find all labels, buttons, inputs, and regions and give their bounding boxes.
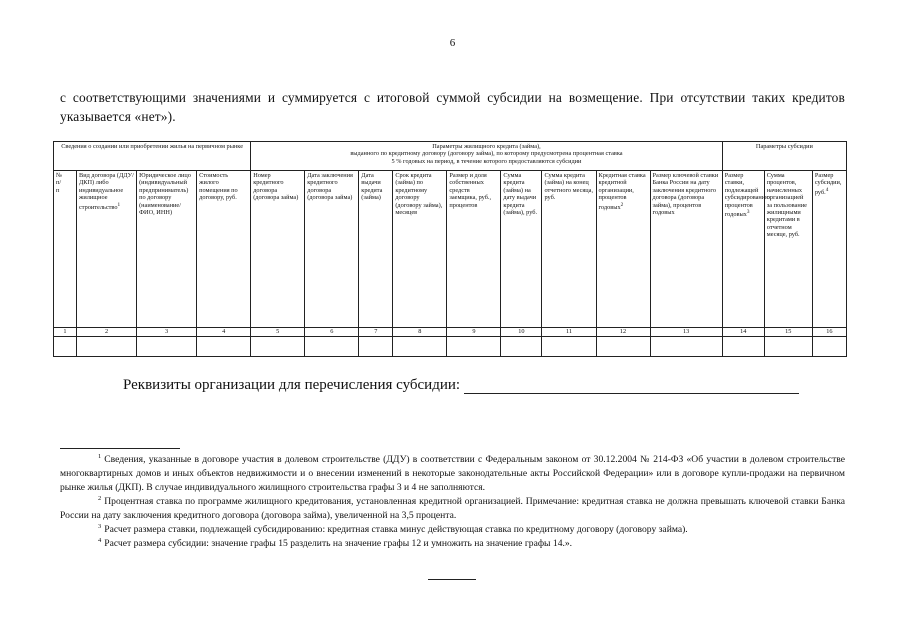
column-number: 16 bbox=[812, 328, 846, 337]
column-header-row bbox=[54, 171, 847, 328]
column-number: 9 bbox=[447, 328, 501, 337]
footnote: $^1$ Сведения, указанные в договоре участия в долевом строительстве (ДДУ) в соответствии с Федеральным законом от 30.12.2004 № 214-ФЗ «Об участии в долевом строительстве многоквартирных домов и иных объектов недвижимости и о внесении изменений в некоторые законодательные акты Российской Федерации» или в договоре купли-продажи на первичном рынке жилья (ДКП). В случае индивидуального жилищного строительства графы 3 и 4 не заполняются. bbox=[60, 453, 845, 493]
column-number: 7 bbox=[359, 328, 393, 337]
column-header: Сумма кредита (займа) на конец отчетного месяца, руб. bbox=[542, 171, 596, 328]
column-number: 4 bbox=[197, 328, 251, 337]
requisites-blank-line bbox=[464, 379, 799, 394]
column-header: Размер и доля собственных средств заемщика, руб., процентов bbox=[447, 171, 501, 328]
column-number: 3 bbox=[137, 328, 197, 337]
column-number-row bbox=[54, 328, 847, 337]
column-header: Размер ставки, подлежащей субсидированию, процентов годовых$^3$ bbox=[722, 171, 764, 328]
column-header: Сумма процентов, начисленных организацией за пользование жилищными кредитами в отчетном месяце, руб. bbox=[764, 171, 812, 328]
column-header: Стоимость жилого помещения по договору, руб. bbox=[197, 171, 251, 328]
empty-cell bbox=[650, 337, 722, 357]
column-number: 6 bbox=[305, 328, 359, 337]
empty-cell bbox=[596, 337, 650, 357]
column-header: № п/ п bbox=[54, 171, 77, 328]
empty-cell bbox=[197, 337, 251, 357]
footnote-separator bbox=[60, 448, 180, 449]
footnote: $^3$ Расчет размера ставки, подлежащей субсидированию: кредитная ставка минус действующая ставка по кредитному договору (договору займа). bbox=[98, 523, 688, 535]
column-number: 14 bbox=[722, 328, 764, 337]
column-number: 15 bbox=[764, 328, 812, 337]
footnote: $^4$ Расчет размера субсидии: значение графы 15 разделить на значение графы 12 и умножить на значение графы 14.». bbox=[98, 537, 573, 549]
group-header-row bbox=[54, 142, 847, 171]
empty-cell bbox=[542, 337, 596, 357]
column-header: Номер кредитного договора (договора займа) bbox=[251, 171, 305, 328]
group-subsidy: Параметры субсидии bbox=[722, 142, 846, 171]
empty-cell bbox=[812, 337, 846, 357]
column-header: Дата заключения кредитного договора (договора займа) bbox=[305, 171, 359, 328]
column-header: Вид договора (ДДУ/ДКП) либо индивидуальное жилищное строительство$^1$ bbox=[77, 171, 137, 328]
column-number: 1 bbox=[54, 328, 77, 337]
empty-cell bbox=[722, 337, 764, 357]
column-number: 12 bbox=[596, 328, 650, 337]
requisites-label: Реквизиты организации для перечисления субсидии: bbox=[123, 377, 461, 393]
column-number: 2 bbox=[77, 328, 137, 337]
column-number: 5 bbox=[251, 328, 305, 337]
group-credit: Параметры жилищного кредита (займа), выданного по кредитному договору (договору займа), по которому предусмотрена процентная ставка 5 % годовых на период, в течение которого предоставляются субсидии bbox=[251, 142, 723, 171]
empty-cell bbox=[305, 337, 359, 357]
requisites-field bbox=[123, 377, 799, 394]
empty-cell bbox=[77, 337, 137, 357]
group-housing: Сведения о создании или приобретении жилья на первичном рынке bbox=[54, 142, 251, 171]
column-number: 10 bbox=[501, 328, 542, 337]
intro-paragraph: с соответствующими значениями и суммируется с итоговой суммой субсидии на возмещение. При отсутствии таких кредитов указывается «нет»). bbox=[60, 90, 845, 124]
page-number: 6 bbox=[449, 37, 456, 49]
column-header: Юридическое лицо (индивидуальный предприниматель) по договору (наименование/ФИО, ИНН) bbox=[137, 171, 197, 328]
column-number: 13 bbox=[650, 328, 722, 337]
empty-cell bbox=[501, 337, 542, 357]
end-rule bbox=[428, 579, 476, 580]
column-header: Кредитная ставка кредитной организации, процентов годовых$^2$ bbox=[596, 171, 650, 328]
empty-cell bbox=[393, 337, 447, 357]
empty-cell bbox=[764, 337, 812, 357]
empty-cell bbox=[54, 337, 77, 357]
column-header: Размер субсидии, руб.$^4$ bbox=[812, 171, 846, 328]
footnotes bbox=[60, 453, 845, 551]
column-header: Дата выдачи кредита (займа) bbox=[359, 171, 393, 328]
column-header: Сумма кредита (займа) на дату выдачи кредита (займа), руб. bbox=[501, 171, 542, 328]
empty-cell bbox=[359, 337, 393, 357]
column-header: Размер ключевой ставки Банка России на дату заключения кредитного договора (договора займа), процентов годовых bbox=[650, 171, 722, 328]
column-header: Срок кредита (займа) по кредитному договору (договору займа), месяцев bbox=[393, 171, 447, 328]
column-number: 8 bbox=[393, 328, 447, 337]
footnote: $^2$ Процентная ставка по программе жилищного кредитования, установленная кредитной организацией. Примечание: кредитная ставка не должна превышать ключевой ставки Банка России на дату заключения кредитного договора (договора займа), увеличенной на 3,5 процента. bbox=[60, 495, 845, 521]
credit-parameters-table bbox=[53, 141, 847, 357]
empty-cell bbox=[137, 337, 197, 357]
empty-cell bbox=[447, 337, 501, 357]
empty-cell bbox=[251, 337, 305, 357]
column-number: 11 bbox=[542, 328, 596, 337]
empty-data-row bbox=[54, 337, 847, 357]
